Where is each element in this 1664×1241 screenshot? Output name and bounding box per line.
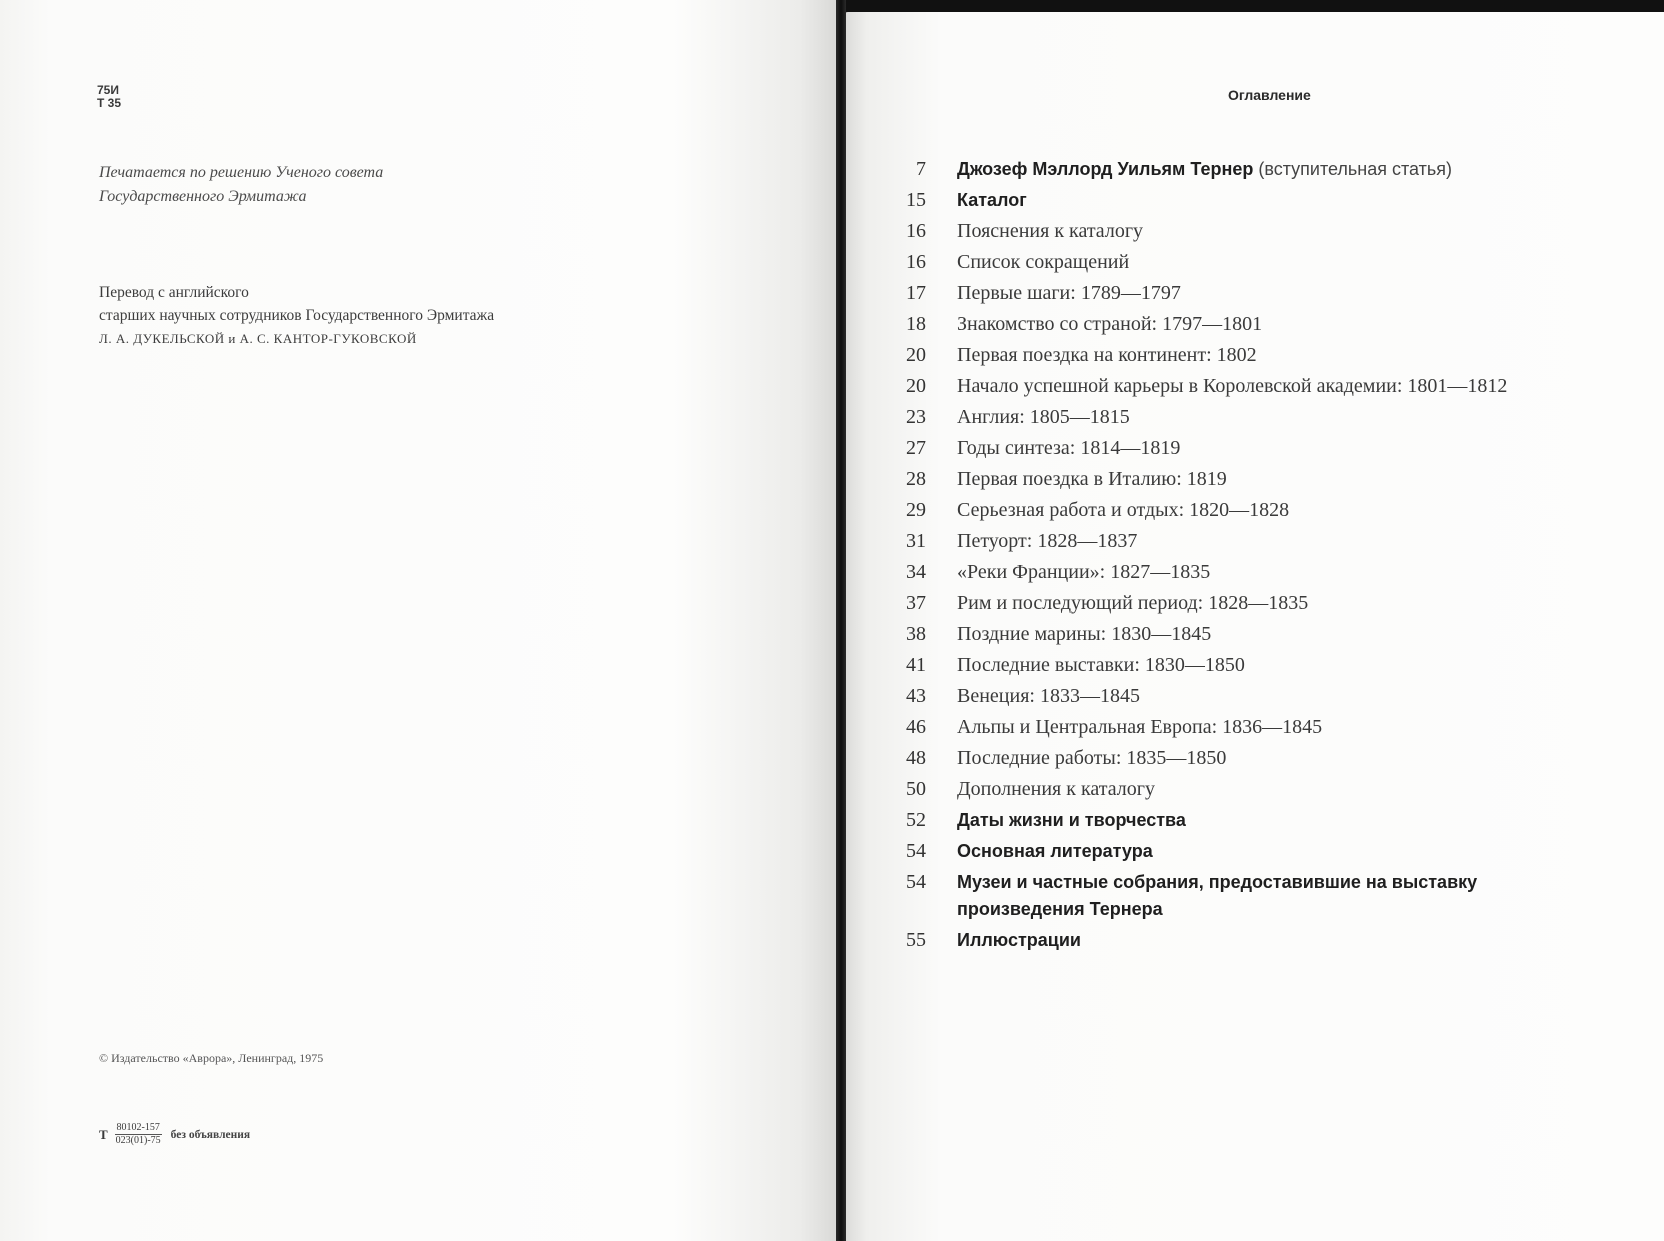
toc-entry [890,249,1610,276]
toc-page-number: 54 [906,871,926,893]
toc-page-number: 17 [906,282,926,304]
translators-names: Л. А. ДУКЕЛЬСКОЙ и А. С. КАНТОР-ГУКОВСКОЙ [99,331,417,346]
toc-page-number: 55 [906,929,926,951]
translation-credit [99,281,494,350]
toc-entry-title [957,745,1577,772]
toc-entry [890,590,1610,617]
toc-page-number: 18 [906,313,926,335]
toc-title-text: Даты жизни и творчества [957,810,1186,830]
toc-page-number: 20 [906,344,926,366]
toc-page-number: 7 [916,158,926,180]
udc-code [97,84,121,110]
index-fraction [114,1122,163,1147]
book-gutter [836,0,846,1241]
toc-title-text: Первая поездка в Италию: 1819 [957,468,1227,490]
toc-page-number: 31 [906,530,926,552]
toc-title-text: Джозеф Мэллорд Уильям Тернер [957,159,1254,179]
toc-entry-title [957,621,1577,648]
toc-page-number: 46 [906,716,926,738]
toc-entry-title [957,590,1577,617]
toc-title-text: Последние работы: 1835—1850 [957,747,1227,769]
toc-entry-title [957,466,1577,493]
toc-entry [890,559,1610,586]
toc-entry [890,156,1610,183]
toc-page-number: 41 [906,654,926,676]
publication-index-code [99,1122,250,1147]
toc-page-number: 16 [906,220,926,242]
index-letter: Т [99,1126,108,1142]
toc-entry-title [957,435,1577,462]
toc-entry [890,404,1610,431]
toc-title-text: «Реки Франции»: 1827—1835 [957,561,1211,583]
toc-entry [890,838,1610,865]
toc-title-text: Серьезная работа и отдых: 1820—1828 [957,499,1290,521]
toc-title-text: Венеция: 1833—1845 [957,685,1140,707]
toc-entry-title [957,249,1577,276]
toc-entry-title [957,280,1577,307]
toc-page-number: 28 [906,468,926,490]
toc-page-number: 20 [906,375,926,397]
toc-page-number: 29 [906,499,926,521]
toc-entry-title [957,311,1577,338]
index-numerator: 80102-157 [116,1122,160,1133]
translation-line: старших научных сотрудников Государственного Эрмитажа [99,307,495,324]
toc-page-number: 52 [906,809,926,831]
toc-entry-title [957,838,1577,865]
approval-line: Государственного Эрмитажа [99,188,307,205]
table-of-contents [890,156,1610,958]
toc-page-number: 27 [906,437,926,459]
toc-title-text: Первые шаги: 1789—1797 [957,282,1181,304]
toc-entry-title [957,927,1577,954]
toc-entry [890,776,1610,803]
toc-page-number: 34 [906,561,926,583]
approval-line: Печатается по решению Ученого совета [99,164,384,181]
toc-entry [890,373,1610,400]
toc-entry [890,280,1610,307]
toc-entry [890,927,1610,954]
toc-entry-title [957,218,1577,245]
toc-title-text: Поздние марины: 1830—1845 [957,623,1212,645]
toc-title-text: Петуорт: 1828—1837 [957,530,1138,552]
toc-entry [890,435,1610,462]
toc-entry [890,528,1610,555]
toc-title-text: Дополнения к каталогу [957,778,1155,800]
toc-page-number: 23 [906,406,926,428]
index-note: без объявления [170,1128,251,1141]
toc-entry [890,342,1610,369]
toc-entry-title [957,714,1577,741]
toc-page-number: 54 [906,840,926,862]
toc-title-suffix: (вступительная статья) [1253,159,1453,179]
toc-entry [890,714,1610,741]
toc-title-text: Список сокращений [957,251,1130,273]
toc-entry-title [957,559,1577,586]
toc-entry [890,652,1610,679]
toc-entry [890,187,1610,214]
toc-title-text: Основная литература [957,841,1153,861]
toc-page-number: 48 [906,747,926,769]
toc-entry-title [957,869,1577,923]
toc-entry-title [957,528,1577,555]
toc-page-number: 38 [906,623,926,645]
toc-entry-title [957,342,1577,369]
toc-entry [890,869,1610,923]
toc-page-number: 50 [906,778,926,800]
approval-note [99,161,383,209]
toc-title-text: Знакомство со страной: 1797—1801 [957,313,1263,335]
toc-title-text: Последние выставки: 1830—1850 [957,654,1245,676]
toc-entry-title [957,497,1577,524]
toc-entry-title [957,683,1577,710]
toc-entry [890,745,1610,772]
index-denominator: 023(01)-75 [115,1135,161,1146]
toc-title-text: Пояснения к каталогу [957,220,1144,242]
toc-title-text: Иллюстрации [957,930,1081,950]
toc-entry-title [957,404,1577,431]
toc-heading: Оглавление [1228,87,1311,103]
toc-title-text: Начало успешной карьеры в Королевской академии: 1801—1812 [957,375,1508,397]
udc-line: 75И [97,83,119,97]
toc-entry-title [957,373,1577,400]
toc-entry [890,218,1610,245]
toc-title-text: Первая поездка на континент: 1802 [957,344,1257,366]
toc-title-text: Музеи и частные собрания, предоставившие на выставку произведения Тернера [957,872,1478,919]
toc-entry-title [957,156,1577,183]
toc-page-number: 43 [906,685,926,707]
toc-title-text: Годы синтеза: 1814—1819 [957,437,1181,459]
toc-title-text: Альпы и Центральная Европа: 1836—1845 [957,716,1323,738]
toc-entry-title [957,807,1577,834]
toc-entry [890,466,1610,493]
toc-page-number: 15 [906,189,926,211]
toc-entry [890,683,1610,710]
translation-line: Перевод с английского [99,284,249,301]
toc-title-text: Каталог [957,190,1027,210]
toc-entry [890,497,1610,524]
copyright-line: © Издательство «Аврора», Ленинград, 1975 [99,1051,324,1065]
toc-entry-title [957,187,1577,214]
toc-entry [890,621,1610,648]
toc-title-text: Англия: 1805—1815 [957,406,1130,428]
toc-page-number: 16 [906,251,926,273]
toc-page-number: 37 [906,592,926,614]
toc-entry-title [957,652,1577,679]
udc-line: Т 35 [97,96,122,110]
toc-entry [890,311,1610,338]
toc-entry-title [957,776,1577,803]
toc-entry [890,807,1610,834]
toc-title-text: Рим и последующий период: 1828—1835 [957,592,1309,614]
